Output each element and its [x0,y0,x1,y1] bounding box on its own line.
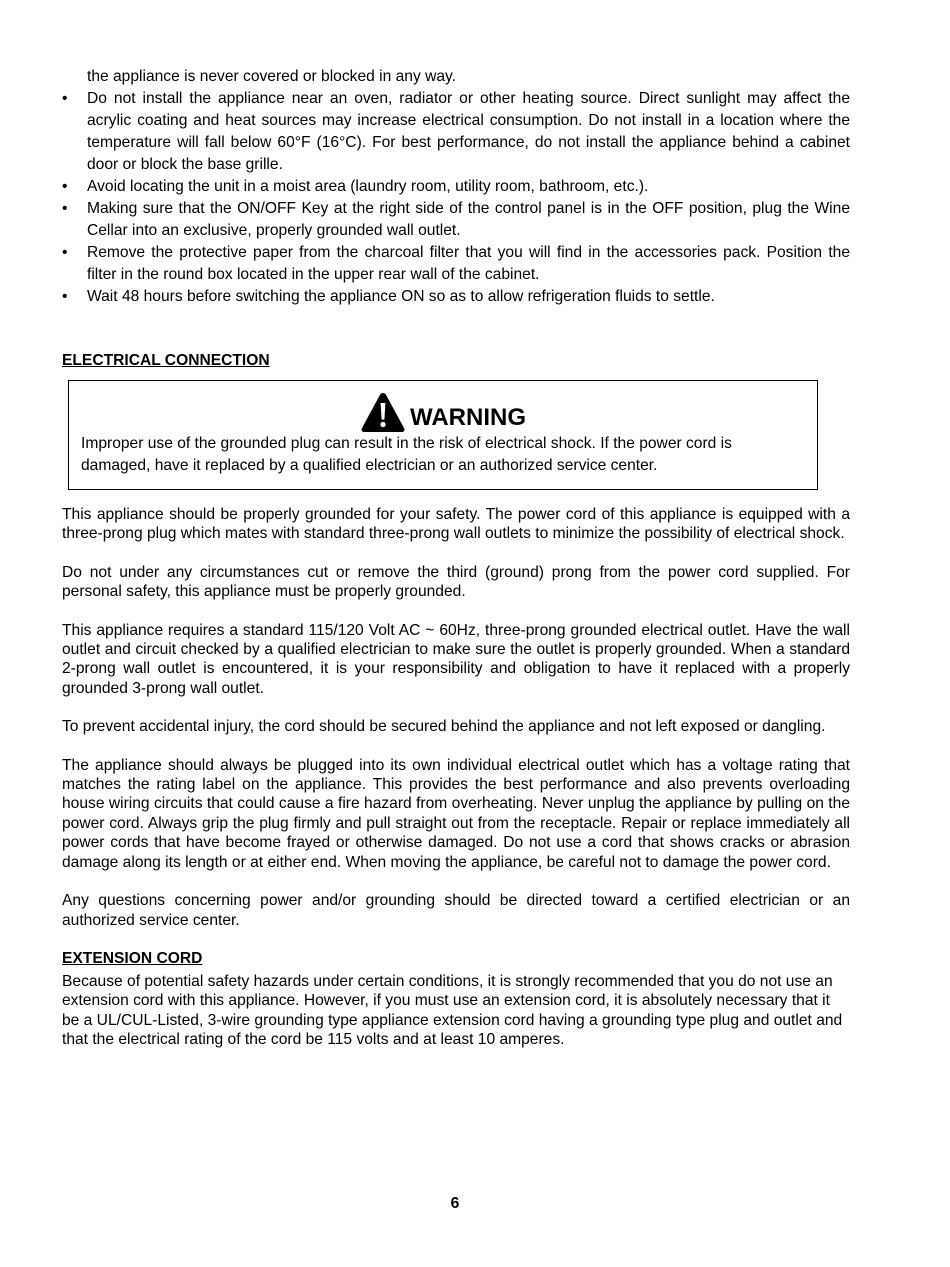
outlet-requirement-paragraph: This appliance requires a standard 115/120 Volt AC ~ 60Hz, three-prong grounded electrical outlet. Have the wall outlet and circuit checked by a qualified electrician to make sure the outlet is properly grounded. When a standard 2-prong wall outlet is encountered, it is your responsibility and obligation to have it replaced with a properly grounded 3-prong wall outlet. [62,621,850,697]
warning-header [81,387,805,433]
bullet-item: • Making sure that the ON/OFF Key at the right side of the control panel is in the OFF position, plug the Wine Cellar into an exclusive, properly grounded wall outlet. [62,198,850,242]
page-number: 6 [450,1195,460,1212]
warning-box [68,380,818,490]
installation-bullet-list [62,88,850,308]
bullet-item: • Do not install the appliance near an oven, radiator or other heating source. Direct sunlight may affect the acrylic coating and heat sources may increase electrical consumption. Do not install in a location where the temperature will fall below 60°F (16°C). For best performance, do not install the appliance behind a cabinet door or block the base grille. [62,88,850,176]
page-content [62,66,850,1050]
cord-securing-paragraph: To prevent accidental injury, the cord should be secured behind the appliance and not left exposed or dangling. [62,718,826,736]
electrical-connection-heading: ELECTRICAL CONNECTION [62,352,270,369]
bullet-item: • Remove the protective paper from the charcoal filter that you will find in the accessories pack. Position the filter in the round box located in the upper rear wall of the cabinet. [62,242,850,286]
bullet-item: • Avoid locating the unit in a moist area (laundry room, utility room, bathroom, etc.). [62,176,850,198]
individual-outlet-paragraph: The appliance should always be plugged into its own individual electrical outlet which has a voltage rating that matches the rating label on the appliance. This provides the best performance and also prevents overloading house wiring circuits that could cause a fire hazard from overheating. Never unplug the appliance by pulling on the power cord. Always grip the plug firmly and pull straight out from the receptacle. Repair or replace immediately all power cords that have become frayed or otherwise damaged. Do not use a cord that shows cracks or abrasion damage along its length or at either end. When moving the appliance, be careful not to damage the power cord. [62,756,850,871]
intro-continuation: the appliance is never covered or blocked in any way. [87,68,456,85]
ground-prong-paragraph: Do not under any circumstances cut or remove the third (ground) prong from the power cord supplied. For personal safety, this appliance must be properly grounded. [62,563,850,601]
warning-text: Improper use of the grounded plug can result in the risk of electrical shock. If the power cord is damaged, have it replaced by a qualified electrician or an authorized service center. [81,435,732,474]
extension-cord-paragraph: Because of potential safety hazards under certain conditions, it is strongly recommended that you do not use an extension cord with this appliance. However, if you must use an extension cord, it is absolutely necessary that it be a UL/CUL-Listed, 3-wire grounding type appliance extension cord having a grounding type plug and outlet and that the electrical rating of the cord be 115 volts and at least 10 amperes. [62,972,843,1049]
grounding-paragraph: This appliance should be properly grounded for your safety. The power cord of this appliance is equipped with a three-prong plug which mates with standard three-prong wall outlets to minimize the possibility of electrical shock. [62,506,850,543]
warning-triangle-icon [360,391,406,433]
warning-title: WARNING [410,404,526,431]
extension-cord-heading: EXTENSION CORD [62,949,203,967]
bullet-item: • Wait 48 hours before switching the appliance ON so as to allow refrigeration fluids to settle. [62,286,850,308]
questions-paragraph: Any questions concerning power and/or grounding should be directed toward a certified electrician or an authorized service center. [62,892,850,929]
